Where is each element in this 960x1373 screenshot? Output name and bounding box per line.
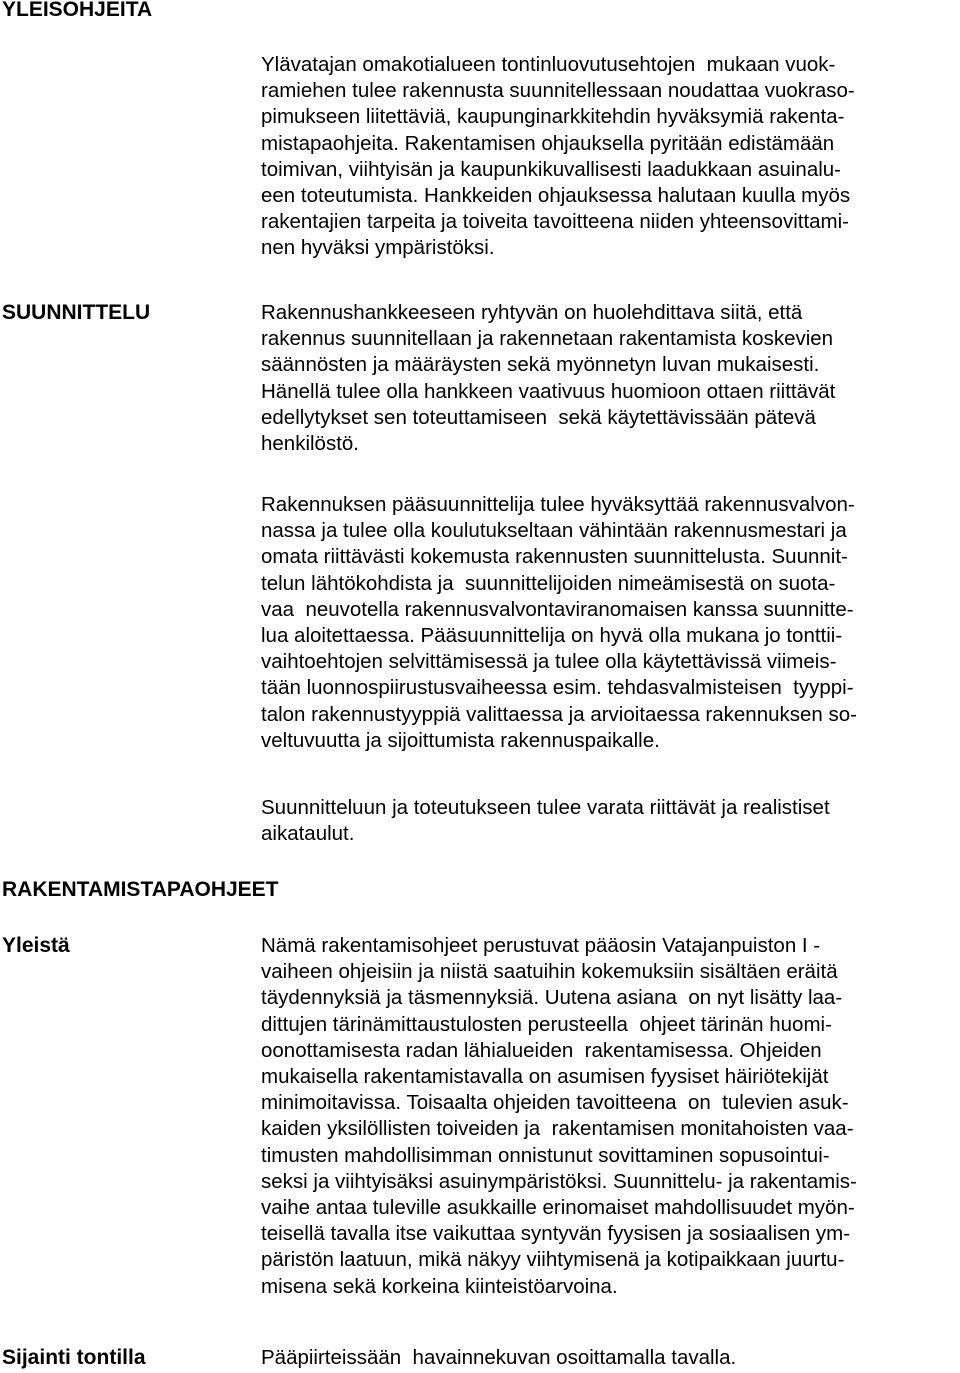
text-line: vaihtoehtojen selvittämisessä ja tulee olla käytettävissä viimeis- (261, 650, 837, 674)
text-line: Suunnitteluun ja toteutukseen tulee varata riittävät ja realistiset (261, 796, 830, 819)
text-line: henkilöstö. (261, 432, 360, 456)
text-line: seksi ja viihtyisäksi asuinympäristöksi. Suunnittelu- ja rakentamis- (261, 1169, 857, 1193)
text-line: teisellä tavalla itse vaikuttaa syntyvän fyysisen ja sosiaalisen ym- (261, 1222, 851, 1246)
text-line: minimoitavissa. Toisaalta ohjeiden tavoitteena on tulevien asuk- (261, 1091, 849, 1115)
text-line: aikataulut. (261, 822, 355, 846)
text-line: nassa ja tulee olla koulutukseltaan vähintään rakennusmestari ja (261, 519, 847, 543)
text-line: talon rakennustyyppiä valittaessa ja arvioitaessa rakennuksen so- (261, 702, 857, 726)
paragraph-schedule (261, 795, 830, 847)
text-line: säännösten ja määräysten sekä myönnetyn luvan mukaisesti. (261, 353, 820, 377)
text-line: dittujen tärinämittaustulosten perusteella ohjeet tärinän huomi- (261, 1012, 832, 1036)
text-line: vaiheen ohjeisiin ja niistä saatuihin kokemuksiin sisältäen eräitä (261, 960, 838, 984)
paragraph-location (261, 1345, 736, 1371)
text-line: Nämä rakentamisohjeet perustuvat pääosin Vatajanpuiston I - (261, 934, 821, 957)
heading-sijainti-tontilla: Sijainti tontilla (2, 1346, 146, 1369)
text-line: Rakennushankkeeseen ryhtyvän on huolehdittava siitä, että (261, 301, 803, 324)
text-line: ramiehen tulee rakennusta suunnitellessaan noudattaa vuokraso- (261, 79, 855, 103)
text-line: täydennyksiä ja täsmennyksiä. Uutena asiana on nyt lisätty laa- (261, 986, 843, 1010)
text-line: mukaisella rakentamistavalla on asumisen fyysiset häiriötekijät (261, 1065, 829, 1089)
text-line: Rakennuksen pääsuunnittelija tulee hyväksyttää rakennusvalvon- (261, 493, 855, 516)
text-line: lua aloitettaessa. Pääsuunnittelija on hyvä olla mukana jo tonttii- (261, 624, 843, 648)
text-line: vaa neuvotella rakennusvalvontaviranomaisen kanssa suunnitte- (261, 597, 854, 621)
text-line: mistapaohjeita. Rakentamisen ohjauksella pyritään edistämään (261, 131, 835, 155)
text-line: rakennus suunnitellaan ja rakennetaan rakentamista koskevien (261, 327, 834, 351)
text-line: een toteutumista. Hankkeiden ohjauksessa halutaan kuulla myös (261, 184, 851, 208)
text-line: tään luonnospiirustusvaiheessa esim. tehdasvalmisteisen tyyppi- (261, 676, 854, 700)
text-line: omata riittävästi kokemusta rakennusten suunnittelusta. Suunnit- (261, 545, 848, 569)
heading-yleisohjeita: YLEISOHJEITA (2, 0, 153, 21)
text-line: päristön laatuun, mikä näkyy viihtymisenä ja kotipaikkaan juurtu- (261, 1248, 845, 1272)
paragraph-main-designer (261, 492, 857, 754)
text-line: timusten mahdollisimman onnistunut sovittaminen sopusointui- (261, 1143, 830, 1167)
text-line: Hänellä tulee olla hankkeen vaativuus huomioon ottaen riittävät (261, 379, 836, 403)
text-line: Pääpiirteissään havainnekuvan osoittamalla tavalla. (261, 1346, 737, 1369)
text-line: kaiden yksilöllisten toiveiden ja rakentamisen monitahoisten vaa- (261, 1117, 854, 1141)
text-line: veltuvuutta ja sijoittumista rakennuspaikalle. (261, 728, 660, 752)
heading-yleista: Yleistä (2, 934, 70, 957)
text-line: nen hyväksi ympäristöksi. (261, 236, 495, 260)
text-line: pimukseen liitettäviä, kaupunginarkkitehdin hyväksymiä rakenta- (261, 105, 845, 129)
paragraph-intro (261, 52, 855, 262)
text-line: oonottamisesta radan lähialueiden rakentamisessa. Ohjeiden (261, 1038, 822, 1062)
text-line: toimivan, viihtyisän ja kaupunkikuvallisesti laadukkaan asuinalu- (261, 157, 842, 181)
paragraph-responsibility (261, 300, 835, 457)
heading-rakentamistapaohjeet: RAKENTAMISTAPAOHJEET (2, 878, 279, 901)
text-line: rakentajien tarpeita ja toiveita tavoitteena niiden yhteensovittami- (261, 210, 850, 234)
text-line: edellytykset sen toteuttamiseen sekä käytettävissään pätevä (261, 405, 816, 429)
heading-suunnittelu: SUUNNITTELU (2, 301, 151, 324)
text-line: vaihe antaa tuleville asukkaille erinomaiset mahdollisuudet myön- (261, 1196, 855, 1220)
paragraph-general (261, 933, 857, 1300)
text-line: Ylävatajan omakotialueen tontinluovutusehtojen mukaan vuok- (261, 53, 836, 76)
text-line: telun lähtökohdista ja suunnittelijoiden nimeämisestä on suota- (261, 571, 836, 595)
text-line: misena sekä korkeina kiinteistöarvoina. (261, 1274, 618, 1298)
